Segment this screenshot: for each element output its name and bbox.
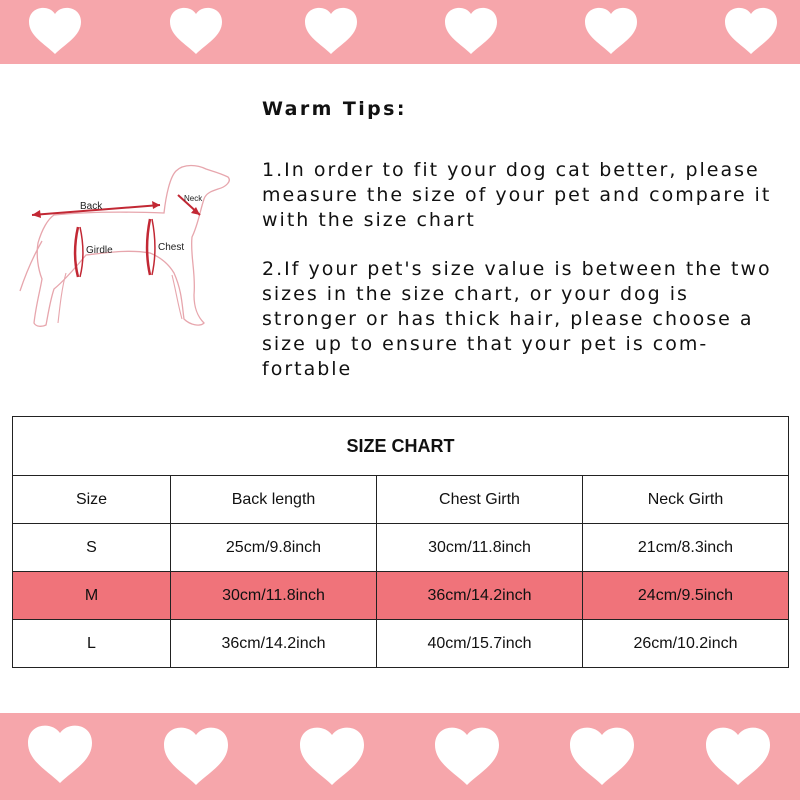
back-length-cell: 30cm/11.8inch [171,572,377,620]
table-row-highlighted [13,572,789,620]
heart-icon [570,728,634,785]
heart-icon [435,728,499,785]
table-header-row [13,476,789,524]
heart-icon [164,728,228,785]
bottom-heart-band [0,713,800,800]
girdle-label: Girdle [86,245,113,256]
chest-label: Chest [158,242,185,253]
neck-girth-cell: 24cm/9.5inch [583,572,789,620]
dog-inner-legs [58,273,182,323]
header-back-length: Back length [171,476,377,524]
back-length-cell: 25cm/9.8inch [171,524,377,572]
dog-outline [34,166,229,327]
heart-icon [445,8,497,54]
back-length-cell: 36cm/14.2inch [171,620,377,668]
header-chest-girth: Chest Girth [377,476,583,524]
dog-measurement-diagram [14,155,244,340]
heart-icon [28,726,92,783]
heart-icon [300,728,364,785]
heart-icon [706,728,770,785]
neck-girth-cell: 21cm/8.3inch [583,524,789,572]
table-row [13,620,789,668]
top-heart-band [0,0,800,64]
tip-2: 2.If your pet's size value is between the two sizes in the size chart, or your dog is stronger or has thick hair, please choose a size up to ensure that your pet is com- fortable [262,258,772,380]
size-cell: S [13,524,171,572]
size-cell: L [13,620,171,668]
heart-icon [725,8,777,54]
heart-icon [305,8,357,54]
chest-girth-cell: 30cm/11.8inch [377,524,583,572]
back-label: Back [80,201,103,212]
size-chart-title: SIZE CHART [13,417,789,476]
size-chart-table [12,416,789,668]
chest-girth-cell: 36cm/14.2inch [377,572,583,620]
warm-tips-title: Warm Tips: [262,98,407,120]
heart-icon [170,8,222,54]
heart-icon [585,8,637,54]
table-row [13,524,789,572]
chest-girth-cell: 40cm/15.7inch [377,620,583,668]
size-cell: M [13,572,171,620]
warm-tips [262,92,792,406]
neck-label: Neck [184,194,203,203]
tip-1: 1.In order to fit your dog cat better, please measure the size of your pet and compare it with the size chart [262,159,772,231]
neck-girth-cell: 26cm/10.2inch [583,620,789,668]
heart-icon [29,8,81,54]
header-size: Size [13,476,171,524]
header-neck-girth: Neck Girth [583,476,789,524]
